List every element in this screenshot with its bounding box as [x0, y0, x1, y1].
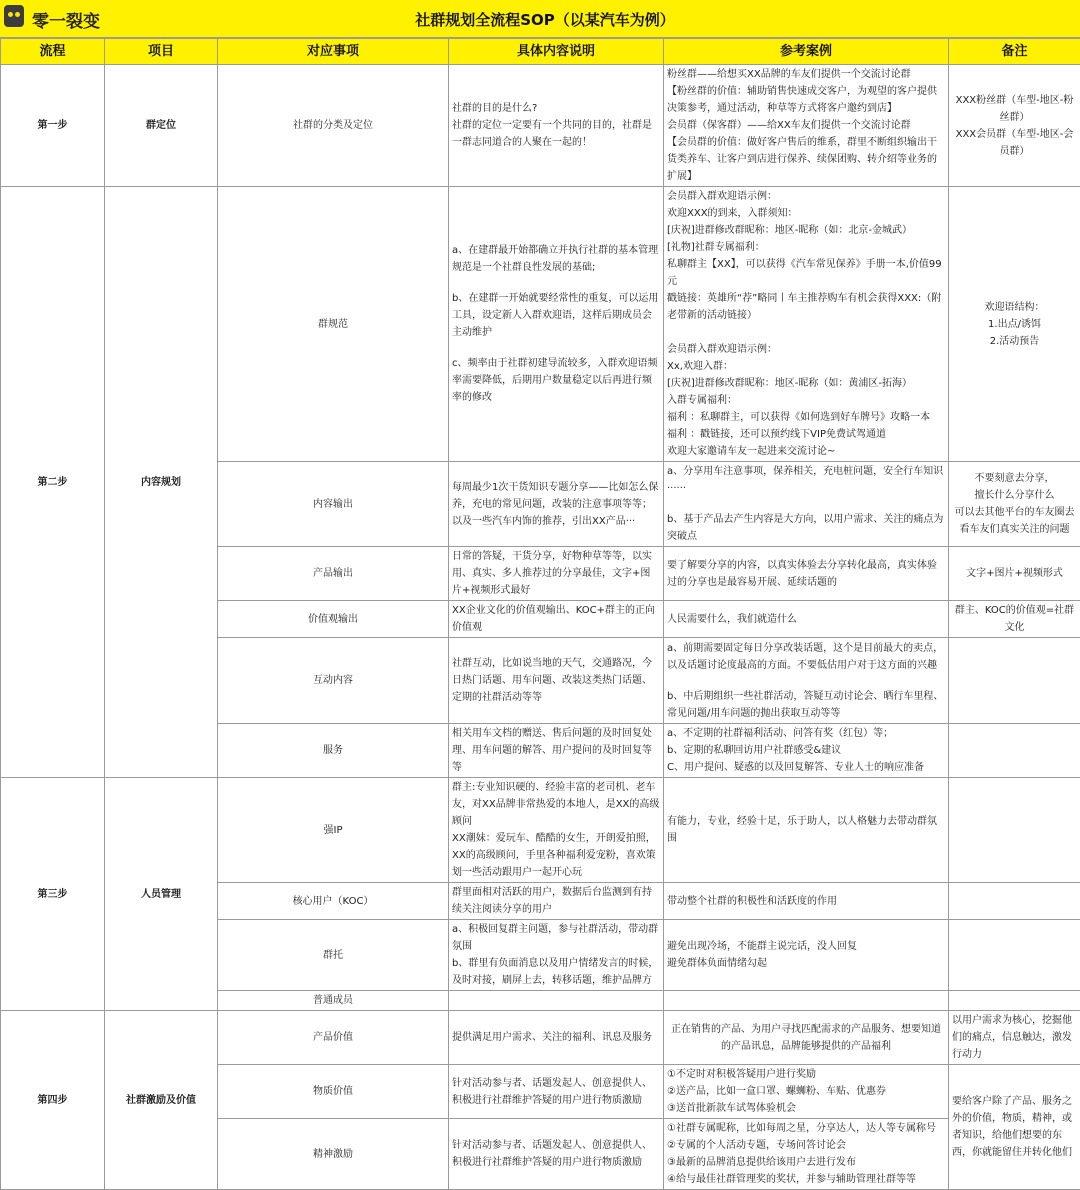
- cell-text-line: ①不定时对积极答疑用户进行奖励: [667, 1066, 945, 1083]
- note-cell: [949, 778, 1080, 883]
- desc-cell: [449, 462, 664, 547]
- cell-text-line: [667, 324, 945, 341]
- cell-text-line: XXX粉丝群（车型-地区-粉丝群）: [952, 92, 1077, 126]
- header-cell: 具体内容说明: [449, 39, 664, 65]
- note-cell: [949, 547, 1080, 601]
- cell-text-line: 人民需要什么，我们就造什么: [667, 611, 945, 628]
- desc-cell: [449, 547, 664, 601]
- cell-text-line: 以用户需求为核心，挖掘他们的痛点，信息触达，激发行动力: [952, 1012, 1077, 1063]
- cell-text-line: 有能力，专业，经验十足，乐于助人，以人格魅力去带动群氛围: [667, 813, 945, 847]
- cell-text-line: 欢迎语结构：: [952, 299, 1077, 316]
- cell-text-line: 擅长什么分享什么: [952, 487, 1077, 504]
- cell-text-line: ③最新的品牌消息提供给该用户去进行发布: [667, 1154, 945, 1171]
- step-cell: 第二步: [1, 187, 105, 778]
- table-row: [1, 187, 1080, 462]
- header-row: [1, 39, 1080, 65]
- cell-text-line: 针对活动参与者、话题发起人、创意提供人、积极进行社群维护答疑的用户进行物质激励: [452, 1075, 660, 1109]
- case-cell: [664, 1011, 949, 1065]
- cell-text-line: 群里面相对活跃的用户，数据后台监测到有持续关注阅读分享的用户: [452, 884, 660, 918]
- cell-text-line: C、用户提问、疑惑的以及回复解答、专业人士的响应准备: [667, 759, 945, 776]
- cell-text-line: 社群的定位一定要有一个共同的目的，社群是一群志同道合的人聚在一起的！: [452, 117, 660, 151]
- cell-text-line: b、群里有负面消息以及用户情绪发言的时候，及时对接，刷屏上去，转移话题，维护品牌方: [452, 955, 660, 989]
- cell-text-line: 福利 ：私聊群主，可以获得《如何选到好车牌号》攻略一本: [667, 409, 945, 426]
- desc-cell: [449, 991, 664, 1011]
- case-cell: [664, 920, 949, 991]
- table-row: [1, 778, 1080, 883]
- case-cell: [664, 724, 949, 778]
- cell-text-line: 每周最少1次干货知识专题分享——比如怎么保养，充电的常见问题，改装的注意事项等等；以及一些汽车内饰的推荐，引出XX产品···: [452, 479, 660, 530]
- robot-logo-icon: [4, 5, 24, 27]
- case-cell: [664, 883, 949, 920]
- desc-cell: [449, 1011, 664, 1065]
- desc-cell: [449, 724, 664, 778]
- desc-cell: [449, 65, 664, 187]
- cell-text-line: a、在建群最开始都确立并执行社群的基本管理规范是一个社群良性发展的基础;: [452, 242, 660, 276]
- sheet-title: 社群规划全流程SOP（以某汽车为例）: [380, 9, 710, 30]
- note-cell: [949, 601, 1080, 638]
- cell-text-line: 不要刻意去分享，: [952, 470, 1077, 487]
- desc-cell: [449, 187, 664, 462]
- cell-text-line: 针对活动参与者、话题发起人、创意提供人、积极进行社群维护答疑的用户进行物质激励: [452, 1137, 660, 1171]
- cell-text-line: 入群专属福利：: [667, 392, 945, 409]
- header-cell: 对应事项: [218, 39, 449, 65]
- note-cell: [949, 462, 1080, 547]
- cell-text-line: 群主:专业知识硬的、经验丰富的老司机、老车友，对XX品牌非常热爱的本地人，是XX的高级顾问: [452, 779, 660, 830]
- cell-text-line: 要给客户除了产品、服务之外的价值，物质，精神，或者知识，给他们想要的东西，你就能留住并转化他们: [952, 1093, 1077, 1161]
- cell-text-line: ④给与最佳社群管理奖的奖状，并参与辅助管理社群等等: [667, 1171, 945, 1188]
- note-cell: [949, 991, 1080, 1011]
- sop-table: [0, 38, 1080, 1190]
- header-cell: 参考案例: [664, 39, 949, 65]
- header-cell: 流程: [1, 39, 105, 65]
- cell-text-line: 会员群入群欢迎语示例：: [667, 341, 945, 358]
- header-cell: 备注: [949, 39, 1080, 65]
- case-cell: [664, 778, 949, 883]
- item-cell: 普通成员: [218, 991, 449, 1011]
- item-cell: 强IP: [218, 778, 449, 883]
- case-cell: [664, 1065, 949, 1119]
- cell-text-line: 福利 ：戳链接，还可以预约线下VIP免费试驾通道: [667, 426, 945, 443]
- cell-text-line: ①社群专属昵称，比如每周之星，分享达人，达人等专属称号: [667, 1120, 945, 1137]
- table-row: [1, 1011, 1080, 1065]
- cell-text-line: 戳链接：英雄所“荐”略同丨车主推荐购车有机会获得XXX:（附老带新的活动链接）: [667, 290, 945, 324]
- cell-text-line: 私聊群主【XX】，可以获得《汽车常见保养》手册一本,价值99元: [667, 256, 945, 290]
- case-cell: [664, 601, 949, 638]
- cell-text-line: XX企业文化的价值观输出、KOC+群主的正向价值观: [452, 602, 660, 636]
- cell-text-line: ②专属的个人活动专题，专场问答讨论会: [667, 1137, 945, 1154]
- project-cell: 社群激励及价值: [105, 1011, 218, 1190]
- paragraph-gap: [452, 341, 660, 355]
- case-cell: [664, 187, 949, 462]
- item-cell: 群托: [218, 920, 449, 991]
- cell-text-line: a、前期需要固定每日分享改装话题，这个是目前最大的卖点，以及话题讨论度最高的方面。不要低估用户对于这方面的兴趣: [667, 640, 945, 674]
- cell-text-line: 欢迎XXX的到来，入群须知：: [667, 205, 945, 222]
- cell-text-line: Xx,欢迎入群：: [667, 358, 945, 375]
- desc-cell: [449, 1119, 664, 1190]
- cell-text-line: XX潮妹：爱玩车、酷酷的女生，开朗爱拍照，XX的高级顾问，手里各种福利爱宠粉，喜欢策划一些活动跟用户一起开心玩: [452, 830, 660, 881]
- cell-text-line: c、频率由于社群初建导流较多，入群欢迎语频率需要降低，后期用户数量稳定以后再进行频率的修改: [452, 355, 660, 406]
- item-cell: 社群的分类及定位: [218, 65, 449, 187]
- paragraph-gap: [667, 497, 945, 511]
- cell-text-line: 社群的目的是什么?: [452, 100, 660, 117]
- cell-text-line: 2.活动预告: [952, 333, 1077, 350]
- item-cell: 服务: [218, 724, 449, 778]
- cell-text-line: 要了解要分享的内容，以真实体验去分享转化最高，真实体验过的分享也是最容易开展、延续话题的: [667, 557, 945, 591]
- cell-text-line: 正在销售的产品、为用户寻找匹配需求的产品服务、想要知道的产品讯息，品牌能够提供的产品福利: [667, 1021, 945, 1055]
- cell-text-line: 文字+图片+视频形式: [952, 565, 1077, 582]
- project-cell: 内容规划: [105, 187, 218, 778]
- item-cell: 价值观输出: [218, 601, 449, 638]
- case-cell: [664, 547, 949, 601]
- item-cell: 产品输出: [218, 547, 449, 601]
- cell-text-line: 【会员群的价值：做好客户售后的维系，群里不断组织输出干货类养车、让客户到店进行保养、续保团购、转介绍等业务的扩展】: [667, 134, 945, 185]
- note-cell: [949, 724, 1080, 778]
- cell-text-line: ③送首批新款车试驾体验机会: [667, 1100, 945, 1117]
- cell-text-line: 社群互动，比如说当地的天气，交通路况，今日热门话题、用车问题、改装这类热门话题、定期的社群活动等等: [452, 655, 660, 706]
- cell-text-line: ②送产品，比如一盒口罩、螺蛳粉、车贴、优惠券: [667, 1083, 945, 1100]
- note-cell: [949, 65, 1080, 187]
- note-cell: [949, 638, 1080, 724]
- cell-text-line: a、不定期的社群福利活动、问答有奖（红包）等；: [667, 725, 945, 742]
- cell-text-line: 避免群体负面情绪勾起: [667, 955, 945, 972]
- project-cell: 人员管理: [105, 778, 218, 1011]
- item-cell: 核心用户（KOC）: [218, 883, 449, 920]
- step-cell: 第一步: [1, 65, 105, 187]
- cell-text-line: 相关用车文档的赠送、售后问题的及时回复处理、用车问题的解答、用户提问的及时回复等等: [452, 725, 660, 776]
- desc-cell: [449, 920, 664, 991]
- cell-text-line: [庆祝]进群修改群昵称：地区-昵称（如：北京-金城武）: [667, 222, 945, 239]
- desc-cell: [449, 1065, 664, 1119]
- case-cell: [664, 462, 949, 547]
- item-cell: 内容输出: [218, 462, 449, 547]
- desc-cell: [449, 778, 664, 883]
- cell-text-line: [礼物]社群专属福利：: [667, 239, 945, 256]
- case-cell: [664, 1119, 949, 1190]
- cell-text-line: 群主、KOC的价值观=社群文化: [952, 602, 1077, 636]
- cell-text-line: 粉丝群——给想买XX品牌的车友们提供一个交流讨论群: [667, 66, 945, 83]
- header-cell: 项目: [105, 39, 218, 65]
- paragraph-gap: [452, 276, 660, 290]
- note-cell: [949, 1011, 1080, 1065]
- desc-cell: [449, 883, 664, 920]
- item-cell: 物质价值: [218, 1065, 449, 1119]
- desc-cell: [449, 601, 664, 638]
- cell-text-line: 日常的答疑，干货分享，好物种草等等，以实用、真实、多人推荐过的分享最佳，文字+图片+视频形式最好: [452, 548, 660, 599]
- brand-name: 零一裂变: [32, 7, 100, 32]
- step-cell: 第四步: [1, 1011, 105, 1190]
- cell-text-line: b、基于产品去产生内容是大方向，以用户需求、关注的痛点为突破点: [667, 511, 945, 545]
- cell-text-line: 会员群入群欢迎语示例：: [667, 188, 945, 205]
- case-cell: [664, 65, 949, 187]
- cell-text-line: b、在建群一开始就要经常性的重复，可以运用工具，设定新人入群欢迎语，这样后期成员会主动维护: [452, 290, 660, 341]
- item-cell: 产品价值: [218, 1011, 449, 1065]
- cell-text-line: a、积极回复群主问题，参与社群活动，带动群氛围: [452, 921, 660, 955]
- note-cell: [949, 883, 1080, 920]
- item-cell: 群规范: [218, 187, 449, 462]
- cell-text-line: XXX会员群（车型-地区-会员群）: [952, 126, 1077, 160]
- title-bar: [0, 0, 1080, 38]
- cell-text-line: 带动整个社群的积极性和活跃度的作用: [667, 893, 945, 910]
- cell-text-line: 1.出点/诱饵: [952, 316, 1077, 333]
- project-cell: 群定位: [105, 65, 218, 187]
- item-cell: 精神激励: [218, 1119, 449, 1190]
- item-cell: 互动内容: [218, 638, 449, 724]
- cell-text-line: a、分享用车注意事项，保养相关，充电桩问题，安全行车知识······: [667, 463, 945, 497]
- cell-text-line: [庆祝]进群修改群昵称：地区-昵称（如：黄浦区-拓海）: [667, 375, 945, 392]
- cell-text-line: 提供满足用户需求、关注的福利、讯息及服务: [452, 1029, 660, 1046]
- note-cell: [949, 1065, 1080, 1190]
- note-cell: [949, 187, 1080, 462]
- cell-text-line: b、中后期组织一些社群活动，答疑互动讨论会、晒行车里程、常见问题/用车问题的抛出获取互动等等: [667, 688, 945, 722]
- paragraph-gap: [667, 674, 945, 688]
- cell-text-line: 可以去其他平台的车友圈去看车友们真实关注的问题: [952, 504, 1077, 538]
- case-cell: [664, 638, 949, 724]
- note-cell: [949, 920, 1080, 991]
- step-cell: 第三步: [1, 778, 105, 1011]
- table-row: [1, 65, 1080, 187]
- cell-text-line: 会员群（保客群）——给XX车友们提供一个交流讨论群: [667, 117, 945, 134]
- cell-text-line: 欢迎大家邀请车友一起进来交流讨论~: [667, 443, 945, 460]
- desc-cell: [449, 638, 664, 724]
- cell-text-line: 避免出现冷场，不能群主说完话，没人回复: [667, 938, 945, 955]
- cell-text-line: b、定期的私聊回访用户社群感受&建议: [667, 742, 945, 759]
- case-cell: [664, 991, 949, 1011]
- cell-text-line: 【粉丝群的价值：辅助销售快速成交客户，为观望的客户提供决策参考，通过活动，种草等方式将客户邀约到店】: [667, 83, 945, 117]
